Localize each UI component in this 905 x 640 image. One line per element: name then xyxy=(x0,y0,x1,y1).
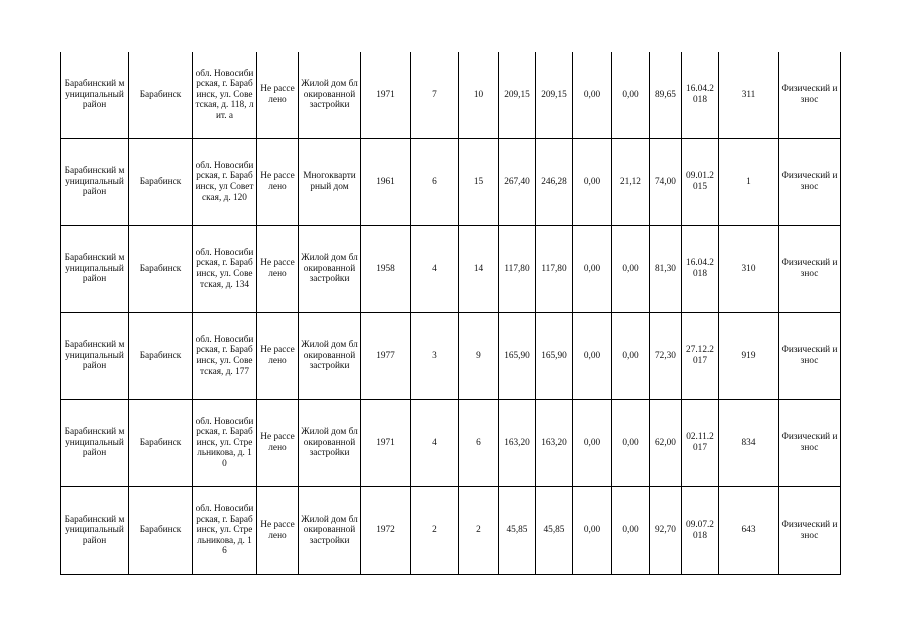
count-cell-b: 6 xyxy=(459,400,499,487)
building-type-cell: Жилой дом блокированной застройки xyxy=(299,313,361,400)
date-cell: 02.11.2017 xyxy=(682,400,719,487)
year-cell: 1972 xyxy=(361,487,411,575)
area-cell-a: 117,80 xyxy=(536,226,573,313)
table-row xyxy=(61,487,841,575)
area-cell-a: 163,20 xyxy=(536,400,573,487)
year-cell: 1958 xyxy=(361,226,411,313)
area-cell-a: 246,28 xyxy=(536,139,573,226)
area-cell-a: 45,85 xyxy=(536,487,573,575)
locality-cell: Барабинск xyxy=(129,139,193,226)
year-cell: 1971 xyxy=(361,400,411,487)
address-cell: обл. Новосибирская, г. Барабинск, ул. Стрельникова, д. 10 xyxy=(193,400,257,487)
locality-cell: Барабинск xyxy=(129,487,193,575)
building-type-cell: Многоквартирный дом xyxy=(299,139,361,226)
locality-cell: Барабинск xyxy=(129,313,193,400)
reason-cell: Физический износ xyxy=(779,226,841,313)
wear-percent-cell: 62,00 xyxy=(650,400,682,487)
area-total-cell: 209,15 xyxy=(499,52,536,139)
area-cell-b: 0,00 xyxy=(573,52,612,139)
count-cell-b: 9 xyxy=(459,313,499,400)
count-cell-b: 14 xyxy=(459,226,499,313)
area-cell-c: 0,00 xyxy=(612,400,650,487)
doc-number-cell: 1 xyxy=(719,139,779,226)
area-cell-b: 0,00 xyxy=(573,400,612,487)
reason-cell: Физический износ xyxy=(779,52,841,139)
year-cell: 1977 xyxy=(361,313,411,400)
count-cell-b: 15 xyxy=(459,139,499,226)
status-cell: Не расселено xyxy=(257,139,299,226)
address-cell: обл. Новосибирская, г. Барабинск, ул. Стрельникова, д. 16 xyxy=(193,487,257,575)
locality-cell: Барабинск xyxy=(129,52,193,139)
area-cell-c: 0,00 xyxy=(612,226,650,313)
area-cell-c: 21,12 xyxy=(612,139,650,226)
district-cell: Барабинский муниципальный район xyxy=(61,400,129,487)
district-cell: Барабинский муниципальный район xyxy=(61,226,129,313)
area-cell-c: 0,00 xyxy=(612,313,650,400)
area-total-cell: 117,80 xyxy=(499,226,536,313)
date-cell: 09.01.2015 xyxy=(682,139,719,226)
count-cell-a: 6 xyxy=(411,139,459,226)
doc-number-cell: 311 xyxy=(719,52,779,139)
address-cell: обл. Новосибирская, г. Барабинск, ул. Советская, д. 134 xyxy=(193,226,257,313)
address-cell: обл. Новосибирская, г. Барабинск, ул. Советская, д. 118, лит. а xyxy=(193,52,257,139)
building-type-cell: Жилой дом блокированной застройки xyxy=(299,487,361,575)
reason-cell: Физический износ xyxy=(779,139,841,226)
table-row xyxy=(61,226,841,313)
district-cell: Барабинский муниципальный район xyxy=(61,52,129,139)
district-cell: Барабинский муниципальный район xyxy=(61,313,129,400)
status-cell: Не расселено xyxy=(257,400,299,487)
area-cell-b: 0,00 xyxy=(573,226,612,313)
count-cell-b: 2 xyxy=(459,487,499,575)
building-type-cell: Жилой дом блокированной застройки xyxy=(299,226,361,313)
area-cell-b: 0,00 xyxy=(573,139,612,226)
area-cell-b: 0,00 xyxy=(573,487,612,575)
table-body xyxy=(61,52,841,575)
table-row xyxy=(61,400,841,487)
wear-percent-cell: 74,00 xyxy=(650,139,682,226)
locality-cell: Барабинск xyxy=(129,400,193,487)
status-cell: Не расселено xyxy=(257,52,299,139)
reason-cell: Физический износ xyxy=(779,400,841,487)
district-cell: Барабинский муниципальный район xyxy=(61,487,129,575)
address-cell: обл. Новосибирская, г. Барабинск, ул Советская, д. 120 xyxy=(193,139,257,226)
year-cell: 1961 xyxy=(361,139,411,226)
doc-number-cell: 310 xyxy=(719,226,779,313)
address-cell: обл. Новосибирская, г. Барабинск, ул. Советская, д. 177 xyxy=(193,313,257,400)
wear-percent-cell: 92,70 xyxy=(650,487,682,575)
wear-percent-cell: 72,30 xyxy=(650,313,682,400)
area-cell-a: 165,90 xyxy=(536,313,573,400)
count-cell-a: 3 xyxy=(411,313,459,400)
count-cell-b: 10 xyxy=(459,52,499,139)
area-total-cell: 267,40 xyxy=(499,139,536,226)
date-cell: 27.12.2017 xyxy=(682,313,719,400)
table-row xyxy=(61,52,841,139)
doc-number-cell: 643 xyxy=(719,487,779,575)
area-total-cell: 163,20 xyxy=(499,400,536,487)
housing-table xyxy=(60,52,841,575)
table-row xyxy=(61,313,841,400)
reason-cell: Физический износ xyxy=(779,313,841,400)
count-cell-a: 4 xyxy=(411,400,459,487)
building-type-cell: Жилой дом блокированной застройки xyxy=(299,52,361,139)
year-cell: 1971 xyxy=(361,52,411,139)
area-cell-c: 0,00 xyxy=(612,52,650,139)
count-cell-a: 7 xyxy=(411,52,459,139)
date-cell: 09.07.2018 xyxy=(682,487,719,575)
date-cell: 16.04.2018 xyxy=(682,52,719,139)
area-cell-b: 0,00 xyxy=(573,313,612,400)
locality-cell: Барабинск xyxy=(129,226,193,313)
area-total-cell: 165,90 xyxy=(499,313,536,400)
status-cell: Не расселено xyxy=(257,487,299,575)
count-cell-a: 4 xyxy=(411,226,459,313)
building-type-cell: Жилой дом блокированной застройки xyxy=(299,400,361,487)
status-cell: Не расселено xyxy=(257,313,299,400)
area-total-cell: 45,85 xyxy=(499,487,536,575)
area-cell-c: 0,00 xyxy=(612,487,650,575)
reason-cell: Физический износ xyxy=(779,487,841,575)
wear-percent-cell: 81,30 xyxy=(650,226,682,313)
date-cell: 16.04.2018 xyxy=(682,226,719,313)
doc-number-cell: 834 xyxy=(719,400,779,487)
doc-number-cell: 919 xyxy=(719,313,779,400)
area-cell-a: 209,15 xyxy=(536,52,573,139)
table-row xyxy=(61,139,841,226)
status-cell: Не расселено xyxy=(257,226,299,313)
wear-percent-cell: 89,65 xyxy=(650,52,682,139)
district-cell: Барабинский муниципальный район xyxy=(61,139,129,226)
count-cell-a: 2 xyxy=(411,487,459,575)
